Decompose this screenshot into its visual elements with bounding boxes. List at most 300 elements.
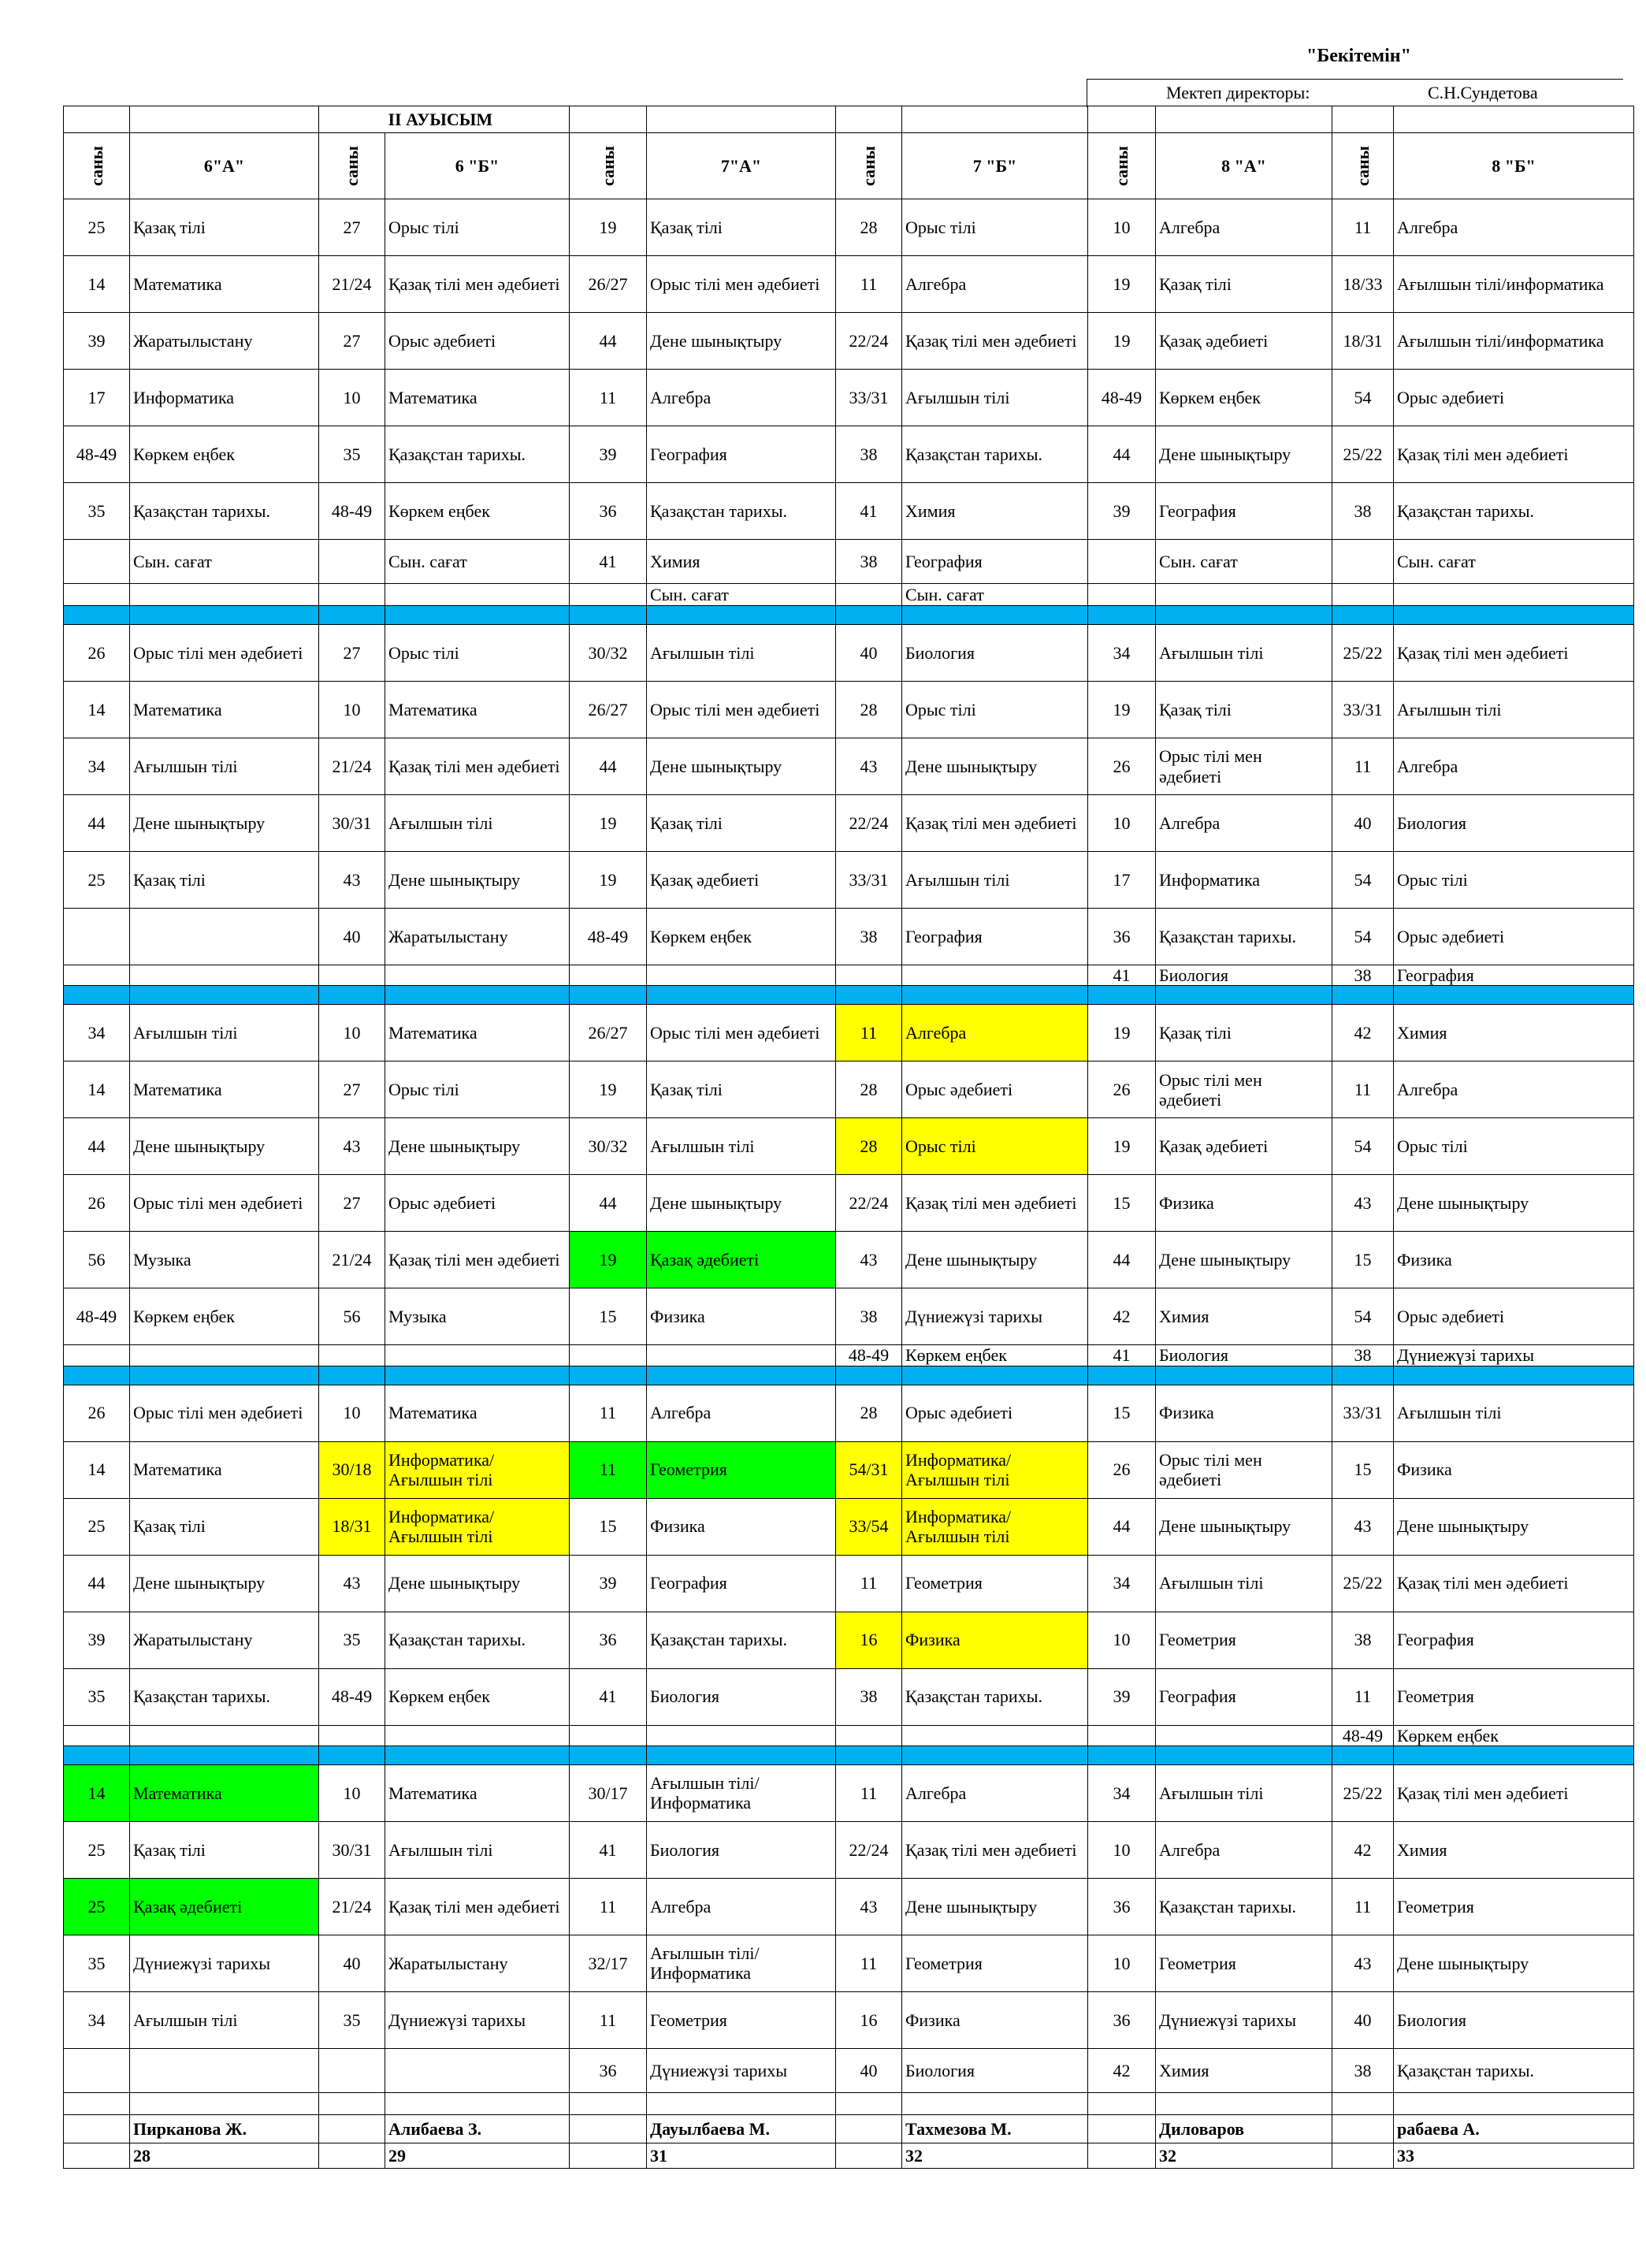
- room-number: 34: [1088, 625, 1156, 682]
- subject: Алгебра: [647, 370, 836, 426]
- subject: Дене шынықтыру: [130, 795, 319, 852]
- shift-label: II АУЫСЫМ: [385, 106, 570, 133]
- room-number: 19: [570, 1232, 647, 1288]
- subject: Ағылшын тілі: [902, 852, 1088, 909]
- room-number: 54: [1332, 1118, 1394, 1175]
- subject: Биология: [1394, 1991, 1634, 2048]
- room-number: 42: [1332, 1005, 1394, 1061]
- count-header-label: саны: [858, 146, 879, 186]
- separator-cell: [1394, 1746, 1634, 1764]
- room-number: 22/24: [836, 795, 902, 852]
- lesson-row: [64, 426, 1634, 483]
- count-header: [64, 133, 130, 199]
- subject: Дене шынықтыру: [902, 738, 1088, 795]
- subject: Дене шынықтыру: [647, 738, 836, 795]
- room-number: 43: [1332, 1175, 1394, 1232]
- subject: Алгебра: [1156, 795, 1332, 852]
- subject: Қазақ тілі: [130, 199, 319, 256]
- room-number: 18/31: [319, 1498, 385, 1555]
- room-number: [64, 965, 130, 986]
- room-number: 41: [570, 540, 647, 584]
- subject: Физика: [902, 1991, 1088, 2048]
- room-number: 21/24: [319, 1232, 385, 1288]
- room-number: 54/31: [836, 1441, 902, 1498]
- room-number: [570, 1725, 647, 1746]
- subject: Ағылшын тілі: [130, 738, 319, 795]
- subject: Физика: [647, 1288, 836, 1345]
- lesson-row: [64, 313, 1634, 370]
- teacher-name: Тахмезова М.: [902, 2114, 1088, 2143]
- room-number: 39: [64, 313, 130, 370]
- room-number: 11: [836, 1555, 902, 1612]
- subject: Қазақ тілі мен әдебиеті: [385, 738, 570, 795]
- subject: Қазақ тілі мен әдебиеті: [902, 1821, 1088, 1878]
- subject: Химия: [1394, 1821, 1634, 1878]
- subject: Орыс әдебиеті: [1394, 1288, 1634, 1345]
- lesson-row: [64, 1441, 1634, 1498]
- room-number: 34: [64, 1991, 130, 2048]
- shift-cell: [130, 106, 319, 133]
- subject: Қазақ тілі мен әдебиеті: [385, 1232, 570, 1288]
- teacher-spacer: [1088, 2114, 1156, 2143]
- room-number: 44: [64, 1555, 130, 1612]
- room-number: [570, 965, 647, 986]
- separator-cell: [1332, 1366, 1394, 1385]
- subject: Қазақстан тарихы.: [647, 483, 836, 540]
- room-number: 42: [1088, 2048, 1156, 2092]
- class-header: 8 "А": [1156, 133, 1332, 199]
- subject: Дене шынықтыру: [385, 852, 570, 909]
- subject: Математика: [385, 1764, 570, 1821]
- room-number: 30/32: [570, 1118, 647, 1175]
- subject: Ағылшын тілі: [1156, 625, 1332, 682]
- room-number: 44: [1088, 1498, 1156, 1555]
- teacher-row: [64, 2114, 1634, 2143]
- room-number: 17: [1088, 852, 1156, 909]
- subject: Геометрия: [1394, 1668, 1634, 1725]
- room-number: 10: [319, 370, 385, 426]
- room-number: 26: [1088, 1061, 1156, 1118]
- subject: Информатика/ Ағылшын тілі: [385, 1441, 570, 1498]
- room-number: [64, 2048, 130, 2092]
- separator-cell: [647, 606, 836, 625]
- subject: [130, 1345, 319, 1366]
- subject: Ағылшын тілі: [385, 795, 570, 852]
- class-header: 8 "Б": [1394, 133, 1634, 199]
- teacher-name: Диловаров: [1156, 2114, 1332, 2143]
- room-number: 36: [570, 483, 647, 540]
- subject: Қазақ әдебиеті: [647, 852, 836, 909]
- room-number: [570, 584, 647, 606]
- subject: Дене шынықтыру: [1394, 1935, 1634, 1991]
- room-number: 35: [319, 1612, 385, 1668]
- subject: Қазақстан тарихы.: [130, 483, 319, 540]
- room-number: [64, 909, 130, 965]
- subject: Қазақ тілі: [647, 1061, 836, 1118]
- room-number: 30/18: [319, 1441, 385, 1498]
- room-number: 38: [1332, 1612, 1394, 1668]
- subject: Дене шынықтыру: [902, 1878, 1088, 1935]
- subject: Жаратылыстану: [385, 909, 570, 965]
- room-number: 19: [1088, 1005, 1156, 1061]
- subject: Сын. сағат: [130, 540, 319, 584]
- subject: Дүниежүзі тарихы: [385, 1991, 570, 2048]
- room-number: 35: [319, 426, 385, 483]
- room-number: 41: [570, 1821, 647, 1878]
- subject: Көркем еңбек: [1394, 1725, 1634, 1746]
- subject: [647, 965, 836, 986]
- separator-cell: [1156, 1746, 1332, 1764]
- teacher-spacer: [1332, 2114, 1394, 2143]
- room-number: 34: [64, 1005, 130, 1061]
- room-number: 44: [570, 313, 647, 370]
- room-number: 39: [570, 426, 647, 483]
- lesson-row: [64, 682, 1634, 738]
- separator-cell: [836, 1366, 902, 1385]
- room-number: 11: [1332, 1878, 1394, 1935]
- room-number: 14: [64, 1764, 130, 1821]
- room-number: 48-49: [319, 483, 385, 540]
- subject: Орыс тілі мен әдебиеті: [1156, 1061, 1332, 1118]
- lesson-row: [64, 965, 1634, 986]
- subject: Сын. сағат: [385, 540, 570, 584]
- spacer-cell: [385, 2092, 570, 2114]
- count-spacer: [319, 2143, 385, 2168]
- subject: Геометрия: [1156, 1935, 1332, 1991]
- class-header-row: [64, 133, 1634, 199]
- subject: Орыс тілі мен әдебиеті: [130, 1175, 319, 1232]
- room-number: 26: [1088, 1441, 1156, 1498]
- separator-cell: [1088, 606, 1156, 625]
- room-number: 25/22: [1332, 1555, 1394, 1612]
- subject: Ағылшын тілі: [1394, 682, 1634, 738]
- room-number: 33/54: [836, 1498, 902, 1555]
- subject: Қазақстан тарихы.: [1156, 1878, 1332, 1935]
- subject: Қазақ тілі мен әдебиеті: [1394, 1764, 1634, 1821]
- room-number: 19: [570, 199, 647, 256]
- subject: Химия: [1156, 1288, 1332, 1345]
- room-number: [1332, 540, 1394, 584]
- room-number: 43: [1332, 1935, 1394, 1991]
- room-number: 11: [836, 1005, 902, 1061]
- room-number: 25: [64, 1878, 130, 1935]
- subject: Алгебра: [647, 1878, 836, 1935]
- subject: Геометрия: [647, 1441, 836, 1498]
- separator-cell: [570, 1366, 647, 1385]
- subject: Сын. сағат: [902, 584, 1088, 606]
- subject: Қазақ тілі: [130, 1498, 319, 1555]
- class-header: 6 "Б": [385, 133, 570, 199]
- room-number: 48-49: [1088, 370, 1156, 426]
- subject: Дене шынықтыру: [385, 1555, 570, 1612]
- subject: [385, 1345, 570, 1366]
- subject: Химия: [1394, 1005, 1634, 1061]
- subject: Физика: [1156, 1385, 1332, 1441]
- day-separator: [64, 1366, 1634, 1385]
- count-header: [1332, 133, 1394, 199]
- room-number: 48-49: [64, 426, 130, 483]
- subject: Алгебра: [902, 1764, 1088, 1821]
- subject: Дүниежүзі тарихы: [902, 1288, 1088, 1345]
- shift-cell: [64, 106, 130, 133]
- teacher-count-row: [64, 2143, 1634, 2168]
- shift-cell: [647, 106, 836, 133]
- separator-cell: [130, 1746, 319, 1764]
- separator-cell: [836, 986, 902, 1005]
- separator-cell: [319, 1366, 385, 1385]
- teacher-hours: 32: [902, 2143, 1088, 2168]
- room-number: 34: [64, 738, 130, 795]
- subject: Қазақстан тарихы.: [902, 1668, 1088, 1725]
- separator-cell: [902, 986, 1088, 1005]
- subject: Орыс тілі: [902, 199, 1088, 256]
- separator-cell: [1156, 606, 1332, 625]
- count-header: [319, 133, 385, 199]
- subject: Орыс тілі: [385, 1061, 570, 1118]
- subject: Математика: [130, 1061, 319, 1118]
- shift-cell: [1088, 106, 1156, 133]
- count-header-label: саны: [86, 146, 106, 186]
- room-number: 35: [319, 1991, 385, 2048]
- shift-cell: [836, 106, 902, 133]
- room-number: 25: [64, 852, 130, 909]
- room-number: 19: [1088, 256, 1156, 313]
- room-number: 11: [836, 1935, 902, 1991]
- lesson-row: [64, 584, 1634, 606]
- room-number: 27: [319, 199, 385, 256]
- separator-cell: [319, 606, 385, 625]
- director-label: Мектеп директоры:: [1166, 83, 1310, 102]
- room-number: 19: [570, 852, 647, 909]
- spacer-cell: [570, 2092, 647, 2114]
- room-number: [1088, 540, 1156, 584]
- room-number: 43: [319, 852, 385, 909]
- shift-cell: [1332, 106, 1394, 133]
- subject: Қазақ тілі: [1156, 1005, 1332, 1061]
- teacher-hours: 33: [1394, 2143, 1634, 2168]
- room-number: [319, 540, 385, 584]
- room-number: [64, 540, 130, 584]
- subject: Қазақ тілі мен әдебиеті: [1394, 1555, 1634, 1612]
- subject: Дене шынықтыру: [1156, 1232, 1332, 1288]
- room-number: 36: [1088, 1878, 1156, 1935]
- subject: Жаратылыстану: [385, 1935, 570, 1991]
- subject: Дене шынықтыру: [647, 313, 836, 370]
- room-number: [836, 965, 902, 986]
- subject: Қазақстан тарихы.: [647, 1612, 836, 1668]
- room-number: 25/22: [1332, 625, 1394, 682]
- separator-cell: [1332, 986, 1394, 1005]
- room-number: [836, 1725, 902, 1746]
- spacer-cell: [319, 2092, 385, 2114]
- subject: Орыс тілі мен әдебиеті: [1156, 1441, 1332, 1498]
- room-number: 36: [570, 2048, 647, 2092]
- subject: Қазақ тілі: [1156, 256, 1332, 313]
- room-number: 14: [64, 682, 130, 738]
- spacer-cell: [836, 2092, 902, 2114]
- subject: Көркем еңбек: [902, 1345, 1088, 1366]
- room-number: 10: [1088, 1821, 1156, 1878]
- subject: География: [647, 1555, 836, 1612]
- room-number: 18/33: [1332, 256, 1394, 313]
- room-number: 43: [836, 1878, 902, 1935]
- room-number: 48-49: [319, 1668, 385, 1725]
- spacer-cell: [1088, 2092, 1156, 2114]
- subject: Ағылшын тілі: [130, 1005, 319, 1061]
- lesson-row: [64, 256, 1634, 313]
- room-number: 26: [1088, 738, 1156, 795]
- room-number: 21/24: [319, 1878, 385, 1935]
- room-number: 42: [1088, 1288, 1156, 1345]
- room-number: 21/24: [319, 256, 385, 313]
- subject: Физика: [1394, 1441, 1634, 1498]
- room-number: 10: [1088, 1935, 1156, 1991]
- subject: Орыс тілі: [902, 682, 1088, 738]
- day-separator: [64, 606, 1634, 625]
- subject: Информатика/ Ағылшын тілі: [902, 1498, 1088, 1555]
- subject: Сын. сағат: [647, 584, 836, 606]
- room-number: 39: [570, 1555, 647, 1612]
- lesson-row: [64, 1821, 1634, 1878]
- teacher-name: Алибаева З.: [385, 2114, 570, 2143]
- room-number: 25: [64, 1498, 130, 1555]
- subject: Орыс әдебиеті: [1394, 909, 1634, 965]
- room-number: 25: [64, 199, 130, 256]
- subject: Математика: [130, 256, 319, 313]
- subject: Информатика/ Ағылшын тілі: [385, 1498, 570, 1555]
- subject: [385, 1725, 570, 1746]
- room-number: 11: [836, 1764, 902, 1821]
- room-number: 25: [64, 1821, 130, 1878]
- subject: [130, 1725, 319, 1746]
- subject: Физика: [902, 1612, 1088, 1668]
- lesson-row: [64, 1232, 1634, 1288]
- spacer-cell: [64, 2092, 130, 2114]
- room-number: 54: [1332, 1288, 1394, 1345]
- count-spacer: [836, 2143, 902, 2168]
- subject: Физика: [1156, 1175, 1332, 1232]
- subject: Геометрия: [1394, 1878, 1634, 1935]
- room-number: 14: [64, 1061, 130, 1118]
- room-number: 11: [1332, 738, 1394, 795]
- director-signature-line: [1087, 79, 1623, 108]
- subject: Қазақ тілі мен әдебиеті: [1394, 625, 1634, 682]
- subject: Биология: [902, 625, 1088, 682]
- room-number: 40: [1332, 1991, 1394, 2048]
- director-name: С.Н.Сундетова: [1428, 83, 1538, 102]
- room-number: 33/31: [1332, 682, 1394, 738]
- room-number: 26: [64, 1175, 130, 1232]
- subject: Музыка: [130, 1232, 319, 1288]
- subject: Орыс тілі мен әдебиеті: [130, 625, 319, 682]
- lesson-row: [64, 1288, 1634, 1345]
- subject: Қазақ әдебиеті: [647, 1232, 836, 1288]
- subject: Дене шынықтыру: [1394, 1498, 1634, 1555]
- separator-cell: [64, 606, 130, 625]
- subject: Қазақстан тарихы.: [1156, 909, 1332, 965]
- shift-cell: [570, 106, 647, 133]
- room-number: 44: [64, 795, 130, 852]
- room-number: 30/17: [570, 1764, 647, 1821]
- subject: Ағылшын тілі/Информатика: [647, 1764, 836, 1821]
- subject: Қазақ тілі мен әдебиеті: [902, 1175, 1088, 1232]
- subject: Биология: [902, 2048, 1088, 2092]
- room-number: 38: [836, 1288, 902, 1345]
- room-number: 40: [1332, 795, 1394, 852]
- room-number: 41: [1088, 1345, 1156, 1366]
- room-number: 28: [836, 1118, 902, 1175]
- subject: [385, 2048, 570, 2092]
- room-number: 38: [1332, 2048, 1394, 2092]
- room-number: 26/27: [570, 256, 647, 313]
- subject: [647, 1345, 836, 1366]
- lesson-row: [64, 1935, 1634, 1991]
- subject: Ағылшын тілі: [647, 1118, 836, 1175]
- subject: Орыс тілі мен әдебиеті: [647, 1005, 836, 1061]
- room-number: 39: [1088, 483, 1156, 540]
- subject: География: [902, 909, 1088, 965]
- room-number: 26/27: [570, 682, 647, 738]
- subject: Қазақ әдебиеті: [1156, 1118, 1332, 1175]
- subject: [130, 965, 319, 986]
- count-header-label: саны: [1111, 146, 1131, 186]
- count-spacer: [64, 2143, 130, 2168]
- lesson-row: [64, 852, 1634, 909]
- teacher-spacer: [570, 2114, 647, 2143]
- separator-cell: [385, 986, 570, 1005]
- spacer-cell: [1394, 2092, 1634, 2114]
- subject: Орыс тілі: [385, 625, 570, 682]
- subject: Қазақ тілі: [130, 852, 319, 909]
- lesson-row: [64, 1005, 1634, 1061]
- room-number: 33/31: [836, 852, 902, 909]
- room-number: 48-49: [1332, 1725, 1394, 1746]
- room-number: 28: [836, 199, 902, 256]
- separator-cell: [1394, 606, 1634, 625]
- lesson-row: [64, 1061, 1634, 1118]
- separator-cell: [1332, 1746, 1394, 1764]
- room-number: 10: [319, 1764, 385, 1821]
- subject: Ағылшын тілі: [1394, 1385, 1634, 1441]
- subject: Орыс тілі: [385, 199, 570, 256]
- subject: Алгебра: [647, 1385, 836, 1441]
- room-number: 32/17: [570, 1935, 647, 1991]
- subject: Орыс әдебиеті: [902, 1061, 1088, 1118]
- subject: Химия: [1156, 2048, 1332, 2092]
- shift-row: [64, 106, 1634, 133]
- subject: Сын. сағат: [1156, 540, 1332, 584]
- separator-cell: [385, 1366, 570, 1385]
- room-number: 40: [836, 2048, 902, 2092]
- room-number: 54: [1332, 909, 1394, 965]
- subject: [130, 2048, 319, 2092]
- room-number: 38: [1332, 965, 1394, 986]
- room-number: 11: [1332, 1668, 1394, 1725]
- lesson-row: [64, 1345, 1634, 1366]
- count-header-label: саны: [1352, 146, 1373, 186]
- subject: Көркем еңбек: [1156, 370, 1332, 426]
- separator-cell: [1394, 986, 1634, 1005]
- separator-cell: [570, 606, 647, 625]
- subject: Қазақ тілі мен әдебиеті: [385, 1878, 570, 1935]
- room-number: 11: [570, 1878, 647, 1935]
- room-number: 36: [1088, 1991, 1156, 2048]
- room-number: 44: [570, 738, 647, 795]
- teacher-name: Дауылбаева М.: [647, 2114, 836, 2143]
- count-spacer: [1088, 2143, 1156, 2168]
- subject: Ағылшын тілі: [130, 1991, 319, 2048]
- subject: Алгебра: [1394, 738, 1634, 795]
